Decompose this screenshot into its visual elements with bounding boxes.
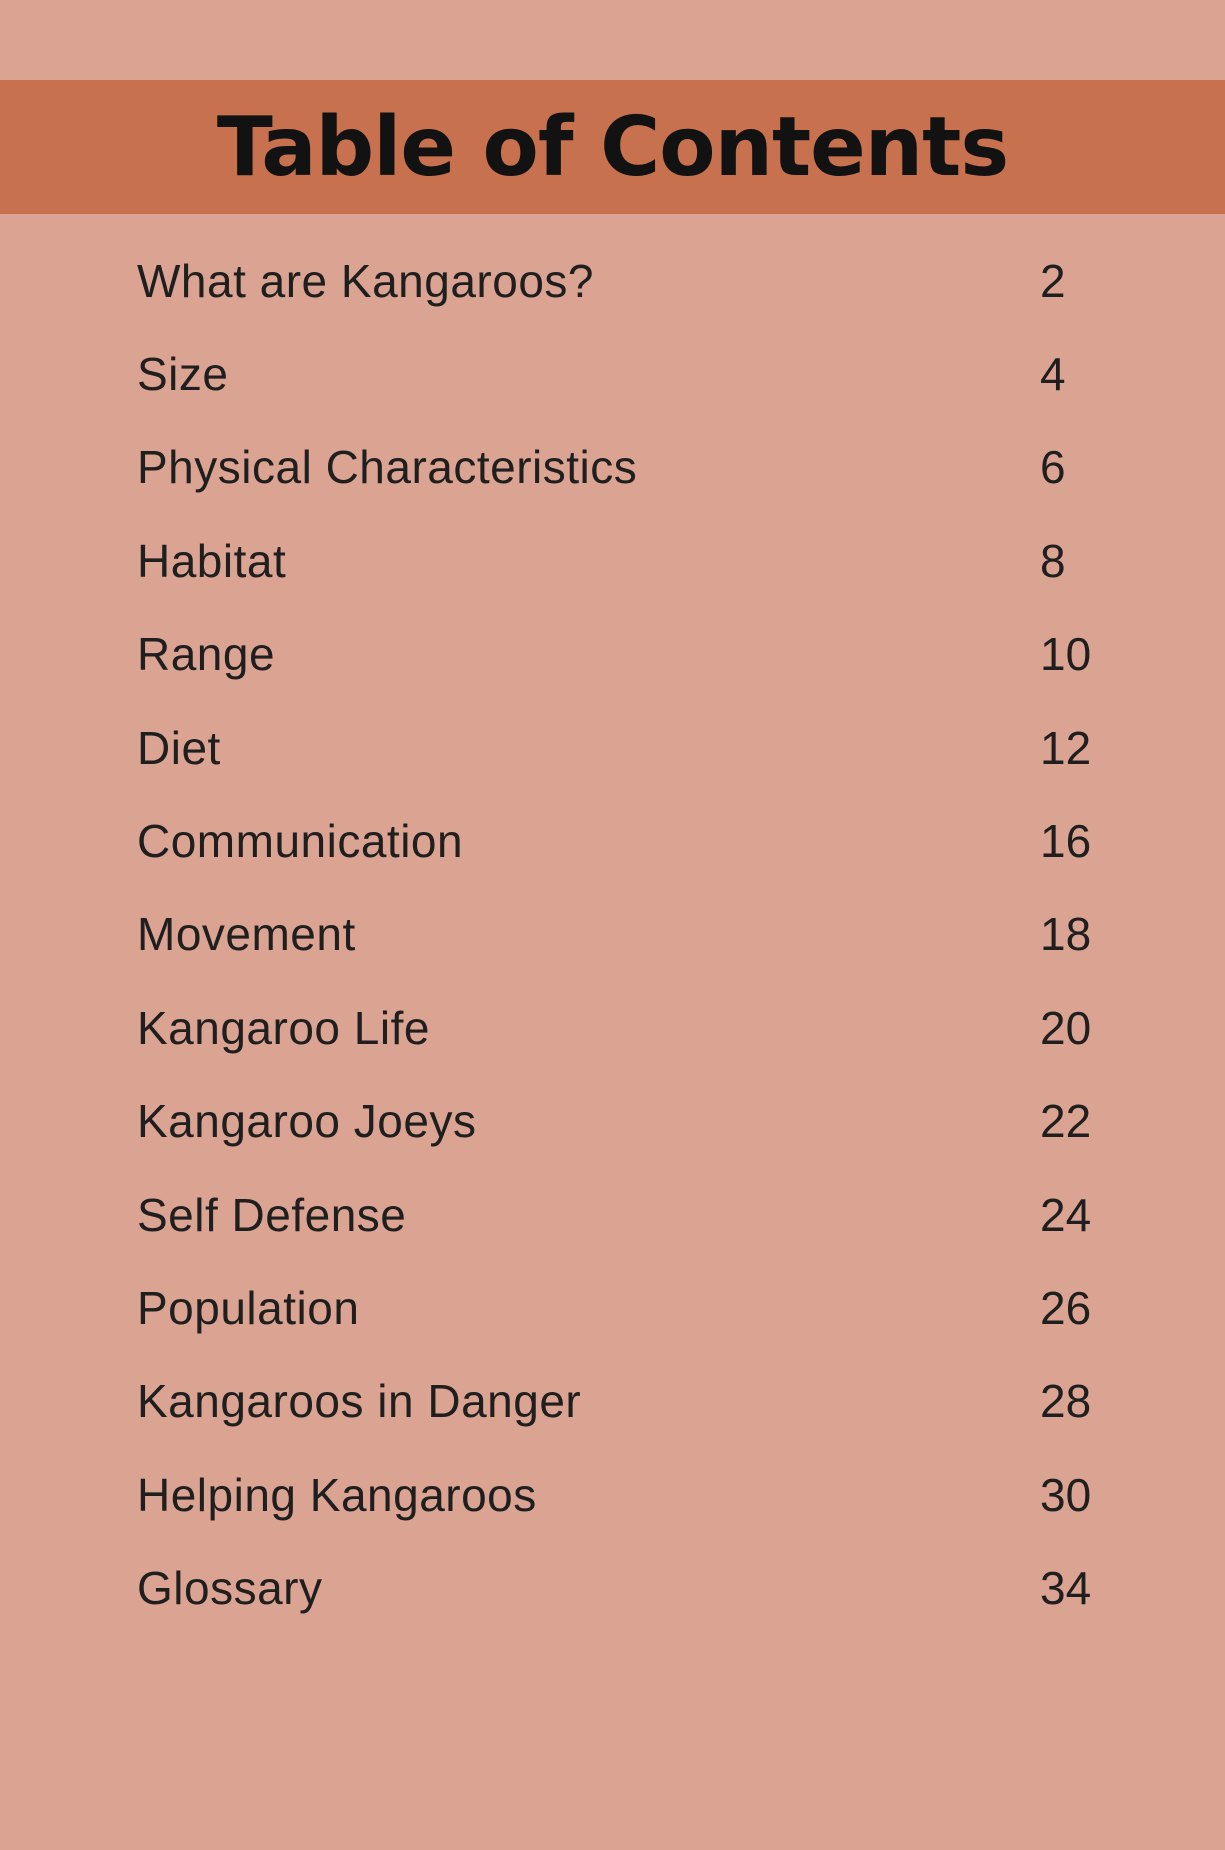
toc-entry-page-number: 26 xyxy=(1040,1281,1092,1334)
toc-entry-label: Glossary xyxy=(137,1562,323,1615)
toc-entry-page-number: 4 xyxy=(1040,348,1066,401)
toc-row xyxy=(137,327,1225,420)
toc-entry-page-number: 22 xyxy=(1040,1095,1092,1148)
toc-entry-label: What are Kangaroos? xyxy=(137,254,594,307)
toc-row xyxy=(137,1261,1225,1354)
toc-entry-label: Habitat xyxy=(137,534,287,587)
toc-row xyxy=(137,421,1225,514)
toc-row xyxy=(137,234,1225,327)
toc-entry-label: Physical Characteristics xyxy=(137,441,638,494)
toc-entry-page-number: 10 xyxy=(1040,628,1092,681)
toc-entry-page-number: 20 xyxy=(1040,1001,1092,1054)
toc-entry-label: Helping Kangaroos xyxy=(137,1468,537,1521)
toc-entry-page-number: 12 xyxy=(1040,721,1092,774)
toc-entry-label: Kangaroos in Danger xyxy=(137,1375,582,1428)
toc-entry-page-number: 24 xyxy=(1040,1188,1092,1241)
page-title: Table of Contents xyxy=(216,99,1009,195)
toc-row xyxy=(137,514,1225,607)
toc-entry-label: Kangaroo Life xyxy=(137,1001,430,1054)
toc-entry-label: Population xyxy=(137,1281,360,1334)
toc-entry-label: Range xyxy=(137,628,276,681)
toc-entry-page-number: 16 xyxy=(1040,815,1092,868)
toc-row xyxy=(137,981,1225,1074)
toc-row xyxy=(137,1168,1225,1261)
toc-entry-label: Kangaroo Joeys xyxy=(137,1095,477,1148)
toc-row xyxy=(137,608,1225,701)
toc-entry-page-number: 8 xyxy=(1040,534,1066,587)
toc-entry-label: Self Defense xyxy=(137,1188,407,1241)
toc-entry-page-number: 2 xyxy=(1040,254,1066,307)
toc-entry-label: Communication xyxy=(137,815,464,868)
toc-entry-page-number: 30 xyxy=(1040,1468,1092,1521)
toc-row xyxy=(137,1448,1225,1541)
toc-row xyxy=(137,888,1225,981)
toc-list xyxy=(137,234,1225,1635)
toc-entry-page-number: 28 xyxy=(1040,1375,1092,1428)
toc-entry-label: Size xyxy=(137,348,229,401)
toc-entry-label: Movement xyxy=(137,908,356,961)
toc-row xyxy=(137,1355,1225,1448)
toc-entry-page-number: 6 xyxy=(1040,441,1066,494)
toc-row xyxy=(137,701,1225,794)
toc-entry-page-number: 18 xyxy=(1040,908,1092,961)
toc-entry-page-number: 34 xyxy=(1040,1562,1092,1615)
toc-row xyxy=(137,794,1225,887)
toc-entry-label: Diet xyxy=(137,721,221,774)
toc-row xyxy=(137,1541,1225,1634)
header-band xyxy=(0,80,1225,214)
toc-row xyxy=(137,1075,1225,1168)
